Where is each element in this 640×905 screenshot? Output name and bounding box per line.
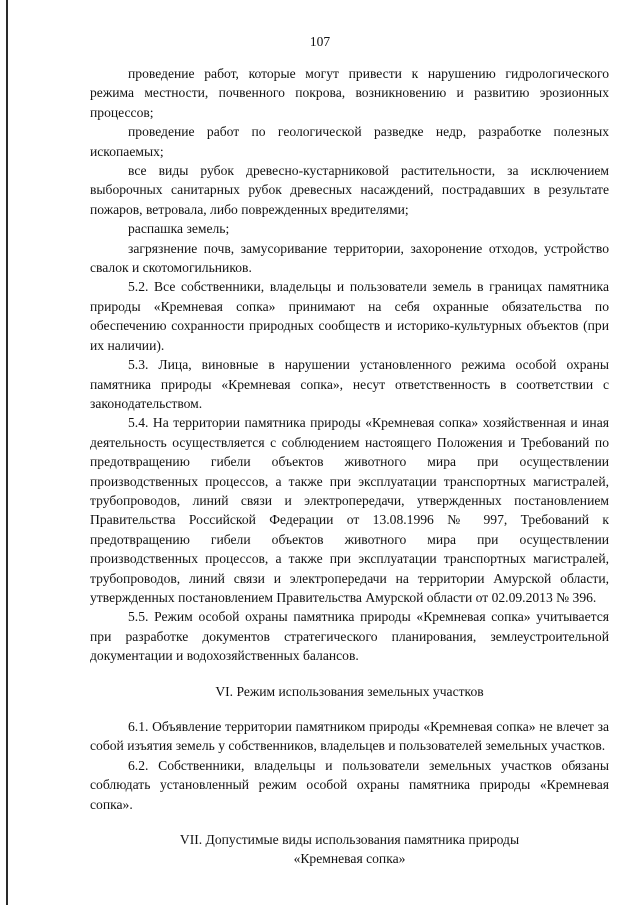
section-6-heading: VI. Режим использования земельных участков <box>215 683 484 699</box>
section-7-heading <box>90 830 609 869</box>
paragraph-5-5: 5.5. Режим особой охраны памятника природы «Кремневая сопка» учитывается при разработке документов стратегического планирования, землеустроительной документации и водохозяйственных балансов. <box>90 609 609 664</box>
page-number: 107 <box>309 34 331 49</box>
paragraph-hydrology: проведение работ, которые могут привести к нарушению гидрологического режима местности, почвенного покрова, возникновению и развитию эрозионных процессов; <box>90 66 609 120</box>
paragraph-6-1: 6.1. Объявление территории памятником природы «Кремневая сопка» не влечет за собой изъятия земель у собственников, владельцев и пользователей земельных участков. <box>90 719 609 754</box>
section-7-heading-line-2: «Кремневая сопка» <box>293 851 406 867</box>
document-body <box>90 64 609 869</box>
paragraph-plowing: распашка земель; <box>128 221 230 237</box>
paragraph-logging: все виды рубок древесно-кустарниковой растительности, за исключением выборочных санитарных рубок древесных насаждений, пострадавших в результате пожаров, ветровала, либо поврежденных вредителями; <box>90 163 609 217</box>
paragraph-5-3: 5.3. Лица, виновные в нарушении установленного режима особой охраны памятника природы «Кремневая сопка», несут ответственность в соответствии с законодательством. <box>90 357 609 411</box>
paragraph-5-2: 5.2. Все собственники, владельцы и пользователи земель в границах памятника природы «Кремневая сопка» принимают на себя охранные обязательства по обеспечению сохранности природных сообществ и историко-культурных объектов (при их наличии). <box>90 279 609 353</box>
section-7-heading-line-1: VII. Допустимые виды использования памятника природы <box>179 832 520 848</box>
paragraph-geology: проведение работ по геологической разведке недр, разработке полезных ископаемых; <box>90 124 609 159</box>
page-edge-line <box>6 0 8 905</box>
paragraph-6-2: 6.2. Собственники, владельцы и пользователи земельных участков обязаны соблюдать установленный режим особой охраны памятника природы «Кремневая сопка». <box>90 757 609 812</box>
paragraph-5-4: 5.4. На территории памятника природы «Кремневая сопка» хозяйственная и иная деятельность осуществляется с соблюдением настоящего Положения и Требований по предотвращению гибели объектов животного мира при осуществлении производственных процессов, а также при эксплуатации транспортных магистралей, трубопроводов, линий связи и электропередачи, утвержденных постановлением Правительства Российской Федерации от 13.08.1996 № 997, Требований к предотвращению гибели объектов животного мира при осуществлении производственных процессов, а также при эксплуатации транспортных магистралей, трубопроводов, линий связи и электропередачи на территории Амурской области, утвержденных постановлением Правительства Амурской области от 02.09.2013 № 396. <box>90 415 609 605</box>
paragraph-pollution: загрязнение почв, замусоривание территории, захоронение отходов, устройство свалок и скотомогильников. <box>90 240 609 276</box>
